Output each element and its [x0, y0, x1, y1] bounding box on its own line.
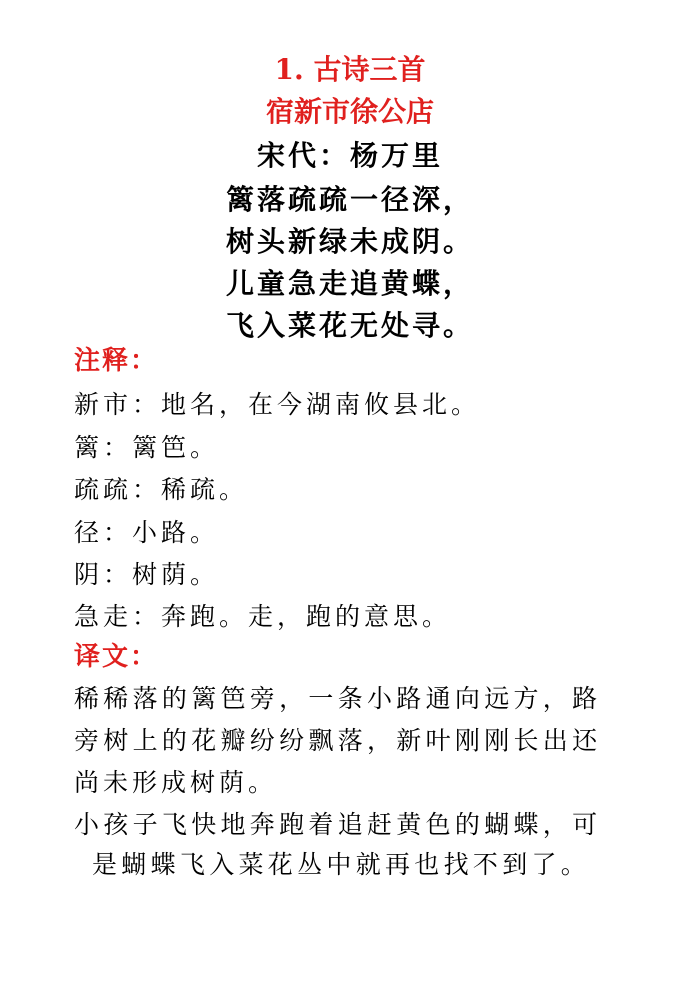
poem-author: 宋代：杨万里: [256, 139, 443, 172]
translation-line: 旁树上的花瓣纷纷飘落，新叶刚刚长出还: [74, 726, 602, 755]
note-item: 疏疏：稀疏。: [74, 475, 249, 504]
translation-line: 是蝴蝶飞入菜花丛中就再也找不到了。: [92, 850, 591, 879]
note-item: 篱：篱笆。: [74, 433, 220, 462]
notes-heading: 注释：: [74, 346, 159, 376]
poem-line: 树头新绿未成阴。: [225, 225, 474, 258]
translation-line: 尚未形成树荫。: [74, 768, 278, 797]
poem-line: 飞入菜花无处寻。: [225, 309, 474, 342]
note-item: 径：小路。: [74, 518, 220, 547]
lesson-title: 1. 古诗三首: [274, 53, 426, 86]
translation-line: 小孩子飞快地奔跑着追赶黄色的蝴蝶，可: [74, 810, 602, 839]
poem-title: 宿新市徐公店: [265, 95, 434, 128]
translation-heading: 译文：: [74, 642, 159, 672]
poem-line: 篱落疏疏一径深，: [225, 183, 474, 216]
note-item: 新市：地名，在今湖南攸县北。: [74, 390, 481, 419]
note-item: 阴：树荫。: [74, 560, 220, 589]
poem-line: 儿童急走追黄蝶，: [225, 267, 474, 300]
note-item: 急走：奔跑。走，跑的意思。: [74, 602, 452, 631]
translation-line: 稀稀落的篱笆旁，一条小路通向远方，路: [74, 684, 602, 713]
